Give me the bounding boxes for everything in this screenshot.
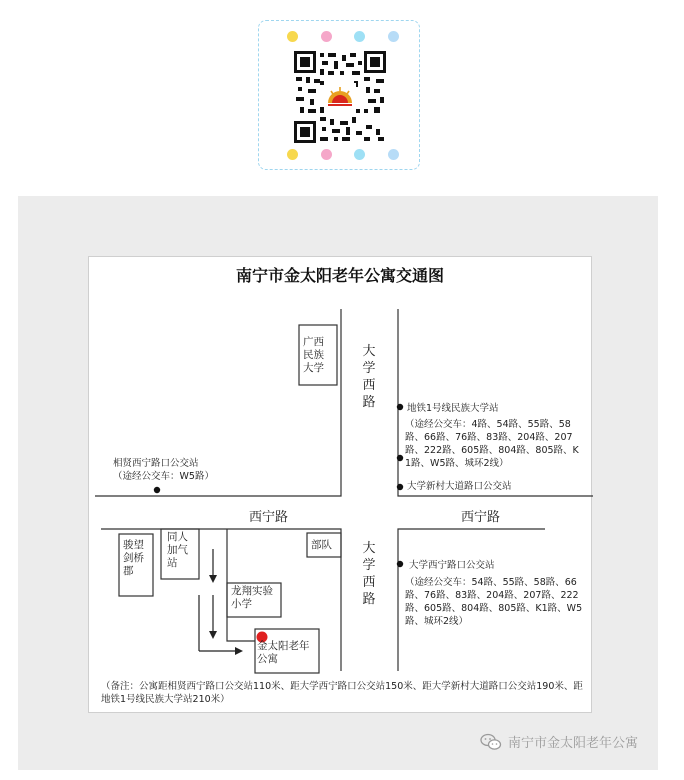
pink-dot — [321, 31, 332, 42]
wechat-watermark — [480, 732, 638, 751]
place-guangxi-minzu: 广西民族大学 — [303, 336, 324, 374]
road-label-daxue-lower: 大学西路 — [362, 541, 376, 607]
station-dot-daxue-xining — [397, 561, 403, 567]
road-label-daxue-upper: 大学西路 — [362, 344, 376, 410]
yellow-dot — [287, 31, 298, 42]
map-lines — [89, 257, 593, 714]
blue-dot — [388, 31, 399, 42]
qr-code-card — [258, 20, 420, 170]
pink-dot — [321, 149, 332, 160]
blue-dot — [388, 149, 399, 160]
place-tongren: 同人加气站 — [167, 531, 188, 569]
decorative-dots-top — [287, 31, 399, 42]
watermark-text: 南宁市金太阳老年公寓 — [507, 736, 638, 751]
arrow-head — [209, 631, 217, 639]
road-label-xining-right: 西宁路 — [461, 510, 501, 525]
cyan-dot — [354, 149, 365, 160]
map-title: 南宁市金太阳老年公寓交通图 — [235, 266, 444, 285]
traffic-map[interactable] — [88, 256, 592, 713]
place-junwang: 骏望剑桥郡 — [123, 539, 144, 577]
arrow-head — [209, 575, 217, 583]
place-apartment: 金太阳老年公寓 — [257, 640, 310, 665]
decorative-dots-bottom — [287, 149, 399, 160]
cyan-dot — [354, 31, 365, 42]
qr-code[interactable] — [294, 51, 386, 143]
station-dot-daxue-xincun-1 — [397, 455, 403, 461]
station-dot-xiangsi — [154, 487, 160, 493]
station-xiangsi-name: 相贤西宁路口公交站 — [113, 458, 199, 469]
station-daxue-xining-routes: （途经公交车：54路、55路、58路、66路、76路、83路、204路、207路、222路、605路、804路、805路、K1路、W5路、城环2线） — [405, 577, 583, 627]
road-label-xining-left: 西宁路 — [249, 510, 289, 525]
station-metro-name: 地铁1号线民族大学站 — [407, 403, 499, 414]
station-dot-daxue-xincun-2 — [397, 484, 403, 490]
map-note: （备注：公寓距相贤西宁路口公交站110米、距大学西宁路口公交站150米、距大学新村大道路口公交站190米、距地铁1号线民族大学站210米） — [101, 681, 583, 705]
station-dot-metro — [397, 404, 403, 410]
map-image-panel — [18, 196, 658, 770]
station-daxue-xining-name: 大学西宁路口公交站 — [409, 560, 495, 571]
place-budui: 部队 — [311, 539, 332, 551]
arrow-head — [235, 647, 243, 655]
station-metro-routes: （途经公交车：4路、54路、55路、58路、66路、76路、83路、204路、207路、222路、605路、804路、805路、K1路、W5路、城环2线） — [405, 419, 579, 469]
station-xincun-name: 大学新村大道路口公交站 — [407, 481, 512, 492]
wechat-icon — [480, 733, 502, 751]
yellow-dot — [287, 149, 298, 160]
station-xiangsi-routes: （途经公交车：W5路） — [113, 471, 214, 482]
place-longxiang: 龙翔实验小学 — [231, 585, 273, 610]
